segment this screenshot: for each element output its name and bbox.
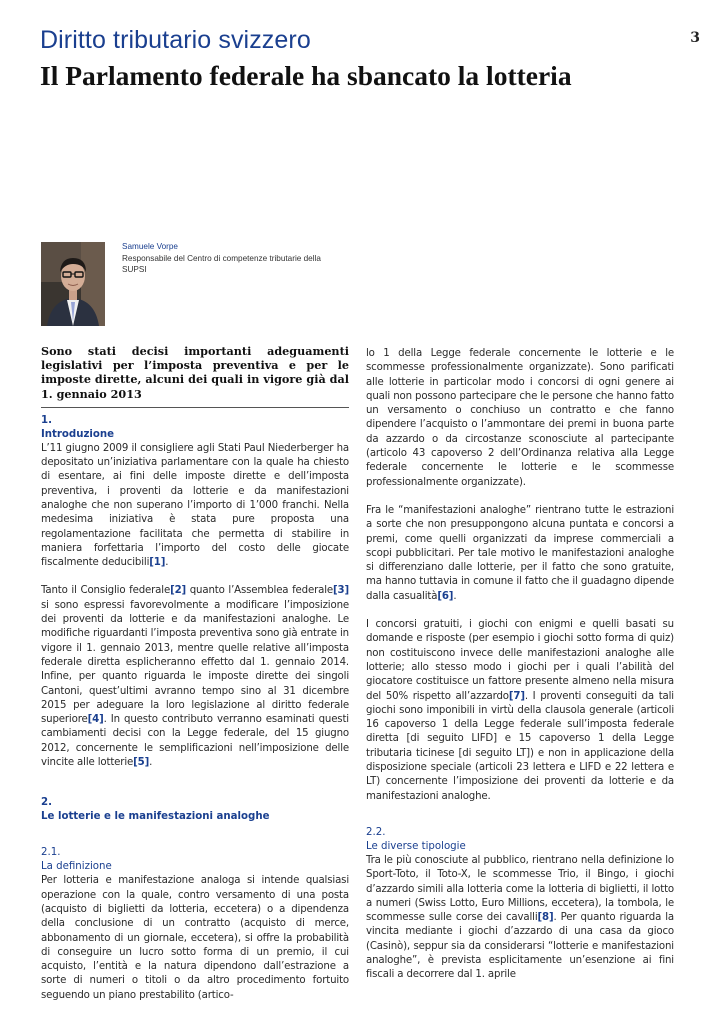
paragraph: Fra le “manifestazioni analoghe” rientrano tutte le estrazioni a sorte che non presuppongono alcuna puntata e concorsi a premi, come quelli organizzati da imprese commerciali a scopi pubblicitari. Per tale motivo le manifestazioni analoghe si differenziano dalle lotterie, per il fatto che sono gratuite, ma hanno tuttavia in comune il fatto che il guadagno dipende dalla casualità[6]. [366,504,674,602]
footnote-link[interactable]: [3] [333,585,349,597]
footnote-link[interactable]: [8] [537,912,554,924]
page-number: 3 [690,30,700,46]
footnote-link[interactable]: [2] [170,585,187,597]
section-2-2-number: 2.2. [366,826,386,838]
section-2-number: 2. [41,797,52,809]
paragraph: L’11 giugno 2009 il consigliere agli Stati Paul Niederberger ha depositato un’iniziativa parlamentare con la quale ha chiesto di esentare, ai fini delle imposte dirette e dell’imposta preventiva, i proventi da lotterie e da manifestazioni analoghe che non superano l’importo di 1’000 franchi. Nella medesima iniziativa è stata pure proposta una regolamentazione facilitata che permetta di stabilire in maniera forfettaria l’importo del costo delle giocate fiscalmente deducibili[1]. [41,442,349,569]
author-box [122,241,332,276]
article-title: Il Parlamento federale ha sbancato la lotteria [40,60,572,91]
paragraph: lo 1 della Legge federale concernente le lotterie e le scommesse professionalmente organizzate). Sono parificati alle lotterie in particolar modo i concorsi di ogni genere ai quali non possono partecipare che le persone che hanno fatto un versamento o conchiuso un contratto e che fanno dipendere l’acquisto o l’ammontare dei premi in buona parte da azzardo o da circostanze sconosciute al partecipante (articolo 43 capoverso 2 dell’Ordinanza relativa alla Legge federale concernente le lotterie e le scommesse professionalmente organizzate). [366,348,674,488]
section-2-1-number: 2.1. [41,847,61,859]
author-name: Samuele Vorpe [122,242,178,251]
column-right [366,347,674,983]
footnote-link[interactable]: [5] [133,757,150,769]
paragraph: Tanto il Consiglio federale[2] quanto l’Assemblea federale[3] si sono espressi favorevolmente a modificare l’imposizione dei proventi da lotterie e da manifestazioni analoghe. Le modifiche riguardanti l’imposta preventiva sono già entrate in vigore il 1. gennaio 2013, mentre quelle relative all’imposta federale diretta esplicheranno effetto dal 1. gennaio 2014. Infine, per quanto riguarda le imposte dirette dei singoli Cantoni, quest’ultimi avranno tempo sino al 31 dicembre 2015 per adeguare la loro legislazione al diritto federale superiore[4]. In questo contributo verranno esaminati questi cambiamenti decisi con la Legge federale, del 15 giugno 2012, concernente le semplificazioni nell’imposizione delle vincite alle lotterie[5]. [41,585,349,769]
footnote-link[interactable]: [6] [437,590,454,602]
footnote-link[interactable]: [1] [149,557,166,569]
footnote-link[interactable]: [7] [508,690,525,702]
footnote-link[interactable]: [4] [87,714,104,726]
paragraph: I concorsi gratuiti, i giochi con enigmi e quelli basati su domande e risposte (per esempio i giochi sotto forma di quiz) non costituiscono invece delle manifestazioni analoghe alle lotterie; allo stesso modo i giochi per i quali l’abilità del giocatore costituisce un fattore presente almeno nella misura del 50% rispetto all’azzardo[7]. I proventi conseguiti da tali giochi sono imponibili in virtù della clausola generale (articoli 16 capoverso 1 della Legge federale sull’imposta federale diretta [di seguito LIFD] e 15 capoverso 1 della Legge tributaria ticinese [di seguito LT]) e non in applicazione della disposizione speciale (articoli 23 lettera e LIFD e 22 lettera e LT) concernente l’imposizione dei proventi da lotterie e da manifestazioni analoghe. [366,619,674,802]
section-title: Diritto tributario svizzero [40,26,311,54]
section-2-title: Le lotterie e le manifestazioni analoghe [41,811,270,823]
section-1-number: 1. [41,414,52,426]
section-1-title: Introduzione [41,428,115,440]
paragraph: Per lotteria e manifestazione analoga si intende qualsiasi operazione con la quale, contro versamento di una posta (acquisto di biglietti da lotteria, eccetera) o a dipendenza della conclusione di un contratto (acquisto di merce, abbonamento di un giornale, eccetera), si offre la probabilità di conseguire un lucro sotto forma di un premio, il cui acquisto, l’entità e la natura dipendono dall’estrazione a sorte di numeri o titoli o da altro procedimento fortuito seguendo un piano prestabilito (artico- [41,875,349,1001]
lead-paragraph: Sono stati decisi importanti adeguamenti legislativi per l’imposta preventiva e per le imposte dirette, alcuni dei quali in vigore già dal 1. gennaio 2013 [41,344,349,408]
section-2-2-title: Le diverse tipologie [366,840,466,852]
author-photo [41,242,105,326]
paragraph: Tra le più conosciute al pubblico, rientrano nella definizione lo Sport-Toto, il Toto-X, le scommesse Trio, il Bingo, i giochi d’azzardo simili alla lotteria come la lotteria di biglietti, il lotto a numeri (Swiss Lotto, Euro Millions, eccetera), la tombola, le scommesse sulle corse dei cavalli[8]. Per quanto riguarda la vincita mediante i giochi d’azzardo di una casa da gioco (Casinò), seppur sia da considerarsi “lotterie e manifestazioni analoghe”, è prevista esplicitamente un’esenzione ai fini fiscali a decorrere dal 1. aprile [366,854,674,981]
section-2-1-title: La definizione [41,861,112,873]
author-role: Responsabile del Centro di competenze tributarie della SUPSI [122,253,321,274]
column-left [41,344,349,1003]
